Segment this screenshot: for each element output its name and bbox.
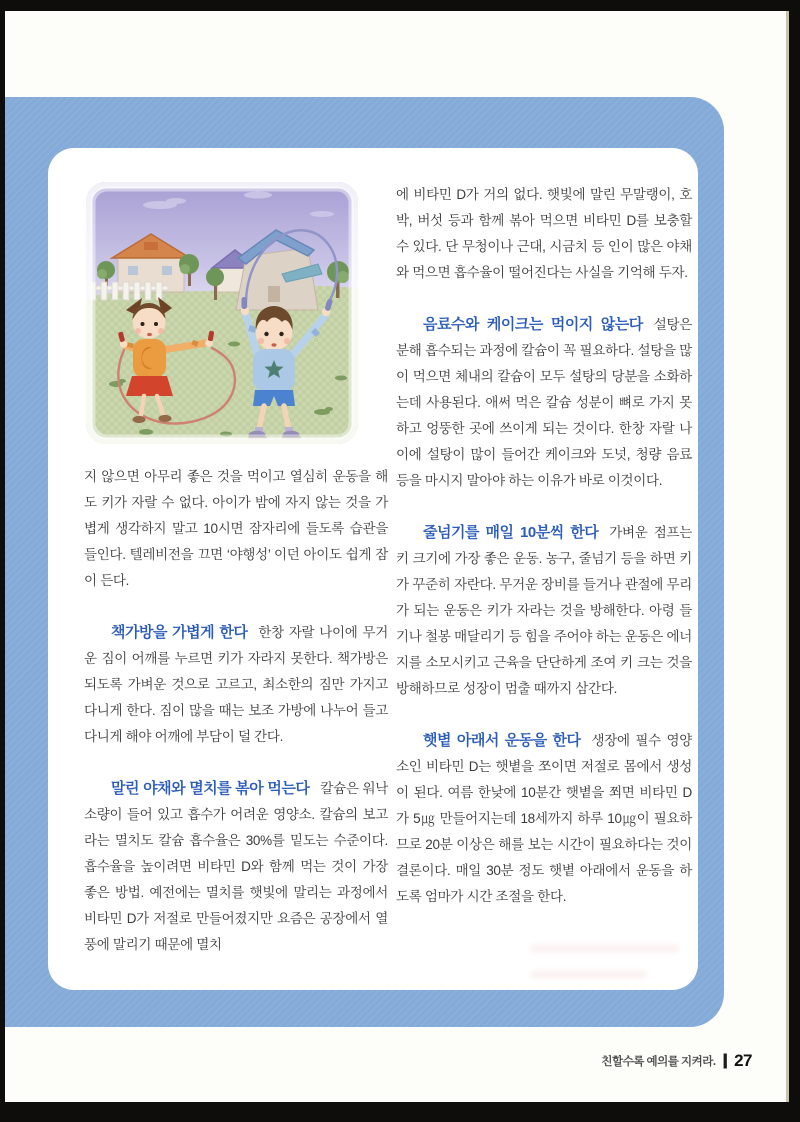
blue-panel xyxy=(5,97,724,1027)
section-body-dried-vegetables: 칼슘은 워낙 소량이 들어 있고 흡수가 어려운 영양소. 칼슘의 보고라는 멸치도 칼슘 흡수율은 30%를 밑도는 수준이다. 흡수율을 높이려면 비타민 D와 함께 먹는 것이 가장 좋은 방법. 예전에는 멸치를 햇빛에 말리는 과정에서 비타민 D가 저절로 만들어졌지만 요즘은 공장에서 열풍에 말리기 때문에 멸치 xyxy=(84,781,389,952)
right-column xyxy=(396,178,692,958)
left-column xyxy=(84,178,388,958)
section-heading-exercise-in-sunlight: 햇볕 아래서 운동을 한다 xyxy=(423,732,581,749)
footer-caption: 친할수록 예의를 지켜라. xyxy=(601,1056,716,1068)
paragraph-vitamin-d-continued: 에 비타민 D가 거의 없다. 햇빛에 말린 무말랭이, 호박, 버섯 등과 함께 볶아 먹으면 비타민 D를 보충할 수 있다. 단 무청이나 근대, 시금치 등 인이 많은 야채와 먹으면 흡수율이 떨어진다는 사실을 기억해 두자. xyxy=(396,187,692,280)
section-body-jump-rope-daily: 가벼운 점프는 키 크기에 가장 좋은 운동. 농구, 줄넘기 등을 하면 키가 꾸준히 자란다. 무거운 장비를 들거나 관절에 무리가 되는 운동은 키가 자라는 것을 방해한다. 아령 들기나 철봉 매달리기 등 힘을 주어야 하는 운동은 에너지를 소모시키고 근육을 단단하게 조여 키 크는 것을 방해하므로 성장이 멈출 때까지 삼간다. xyxy=(396,525,692,696)
section-heading-light-bookbag: 책가방을 가볍게 한다 xyxy=(111,624,248,641)
print-show-through xyxy=(530,944,680,990)
page-number: 27 xyxy=(734,1051,752,1070)
content-panel xyxy=(48,148,698,990)
children-jump-rope-illustration xyxy=(86,182,358,444)
section-exercise-in-sunlight xyxy=(396,728,692,910)
section-heading-jump-rope-daily: 줄넘기를 매일 10분씩 한다 xyxy=(423,524,599,541)
section-dried-vegetables xyxy=(84,776,388,958)
section-light-bookbag xyxy=(84,620,388,750)
section-heading-no-soda-cake: 음료수와 케이크는 먹이지 않는다 xyxy=(423,316,643,333)
footer-separator: | xyxy=(721,1052,729,1069)
section-heading-dried-vegetables: 말린 야채와 멸치를 볶아 먹는다 xyxy=(111,780,310,797)
paragraph-sleep-habit: 지 않으면 아무리 좋은 것을 먹이고 열심히 운동을 해도 키가 자랄 수 없다. 아이가 밤에 자지 않는 것을 가볍게 생각하지 말고 10시면 잠자리에 들도록 습관을 들인다. 텔레비전을 끄면 ‘야행성’ 이던 아이도 쉽게 잠이 든다. xyxy=(84,469,388,588)
page-footer xyxy=(601,1051,752,1071)
section-body-exercise-in-sunlight: 생장에 필수 영양소인 비타민 D는 햇볕을 쪼이면 저절로 몸에서 생성이 된다. 여름 한낮에 10분간 햇볕을 쬐면 비타민 D가 5㎍ 만들어지는데 18세까지 하루 10㎍이 필요하므로 20분 이상은 해를 보는 시간이 필요하다는 것이 결론이다. 매일 30분 정도 햇볕 아래에서 운동을 하도록 엄마가 시간 조절을 한다. xyxy=(396,733,693,904)
section-body-light-bookbag: 한창 자랄 나이에 무거운 짐이 어깨를 누르면 키가 자라지 못한다. 책가방은 되도록 가벼운 것으로 고르고, 최소한의 짐만 가지고 다니게 한다. 짐이 많을 때는 보조 가방에 나누어 들고 다니게 해야 어깨에 부담이 덜 간다. xyxy=(84,625,388,744)
section-body-no-soda-cake: 설탕은 분해 흡수되는 과정에 칼슘이 꼭 필요하다. 설탕을 많이 먹으면 체내의 칼슘이 모두 설탕의 당분을 소화하는데 사용된다. 애써 먹은 칼슘 성분이 뼈로 가지 못하고 엉뚱한 곳에 쓰이게 되는 것이다. 한창 자랄 나이에 설탕이 많이 들어간 케이크와 도넛, 청량 음료 등을 마시지 말아야 하는 이유가 바로 이것이다. xyxy=(396,317,692,488)
book-page xyxy=(5,11,789,1102)
section-no-soda-cake xyxy=(396,312,692,494)
section-jump-rope-daily xyxy=(396,520,692,702)
